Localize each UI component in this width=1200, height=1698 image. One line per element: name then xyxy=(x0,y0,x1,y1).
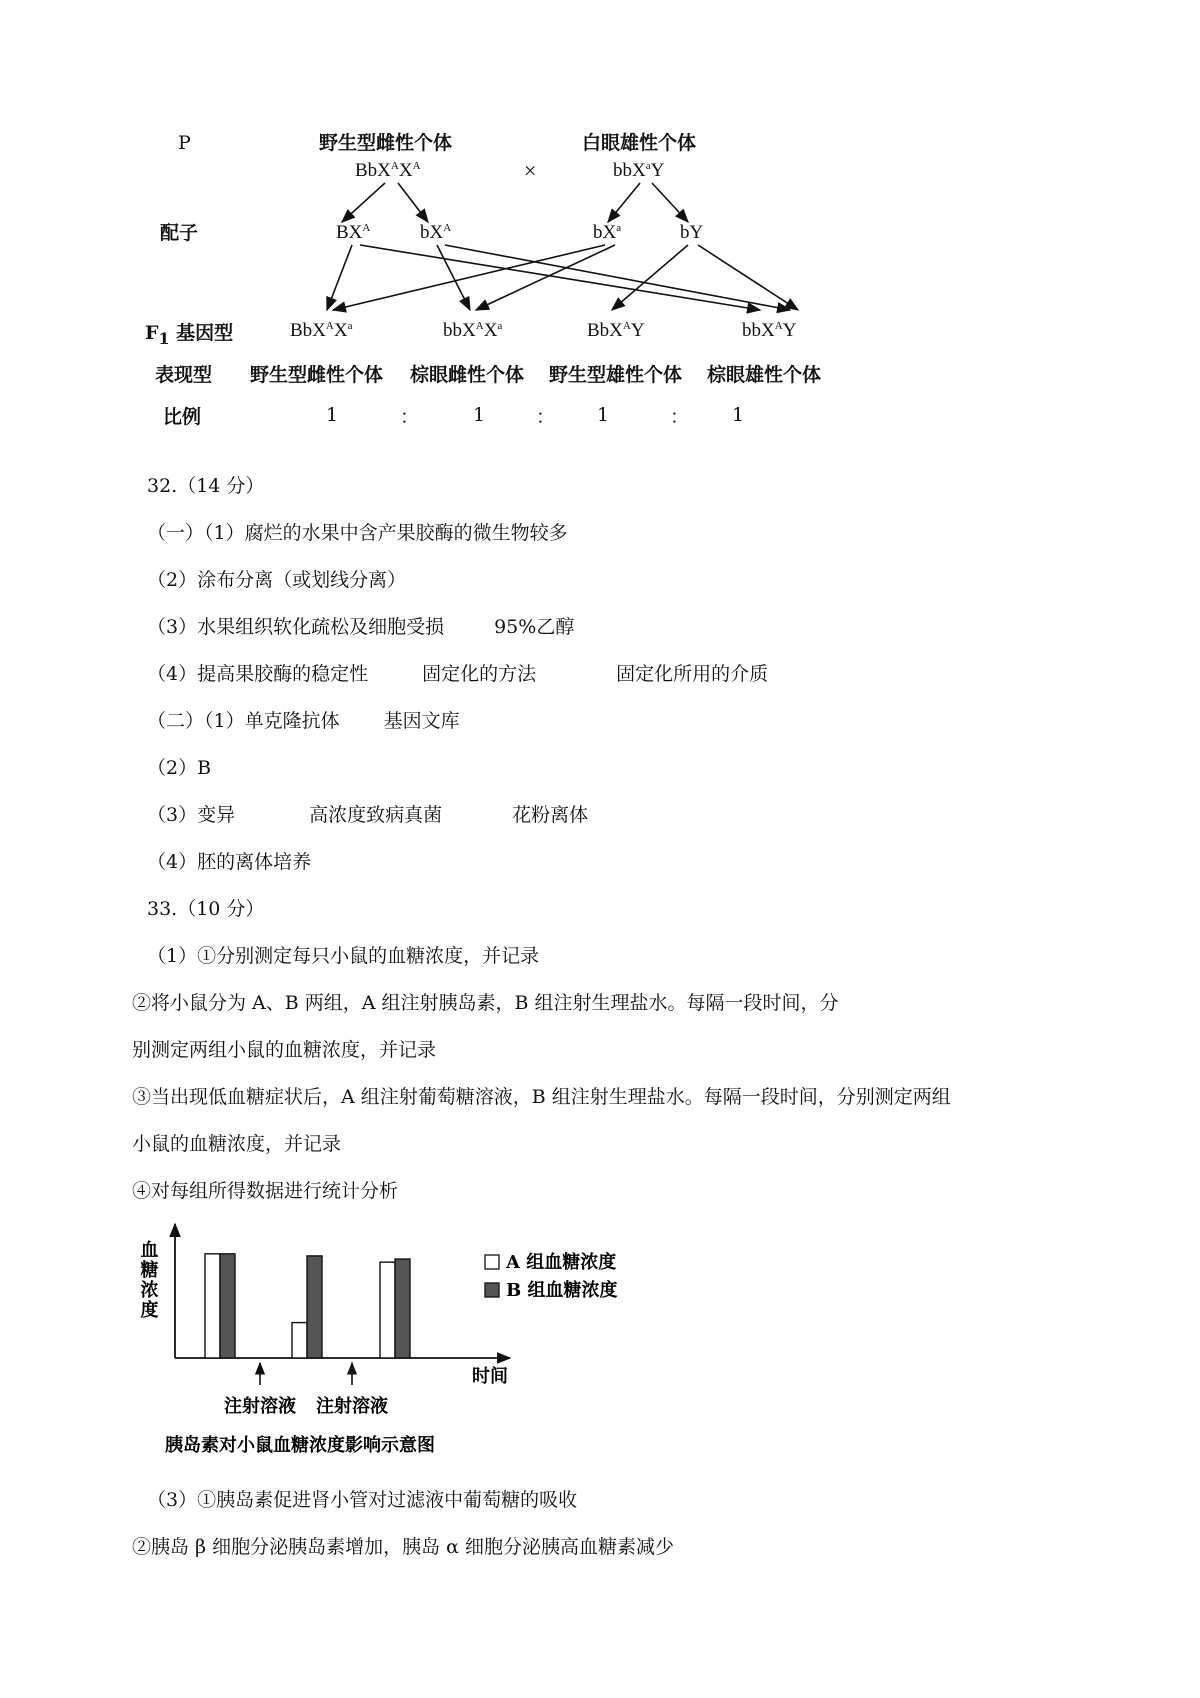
legend-swatch-b xyxy=(485,1283,499,1297)
blood-glucose-chart xyxy=(130,1220,690,1460)
label-gametes: 配子 xyxy=(160,222,199,244)
male-parent-genotype: bbX$^a$Y xyxy=(613,160,665,181)
gamete-1: $BX^A$ xyxy=(336,222,371,243)
gamete-2: $bX^A$ xyxy=(420,222,452,243)
female-parent-title: 野生型雌性个体 xyxy=(319,132,453,154)
q33-line-6: ④对每组所得数据进行统计分析 xyxy=(132,1180,399,1202)
q32-line-5: （二）（1）单克隆抗体 基因文库 xyxy=(147,710,460,732)
ratio-4: 1 xyxy=(732,404,745,426)
ratio-1: 1 xyxy=(326,404,339,426)
q33-answer-line-1: （3）①胰岛素促进肾小管对过滤液中葡萄糖的吸收 xyxy=(147,1489,578,1511)
offspring-genotype-2: $bbX^AX^a$ xyxy=(443,320,503,341)
q32-line-3: （3）水果组织软化疏松及细胞受损 95%乙醇 xyxy=(147,616,575,638)
label-f1-genotype: $F_1$ 基因型 xyxy=(145,322,234,348)
bar-a-2 xyxy=(292,1323,307,1358)
q33-line-5: 小鼠的血糖浓度，并记录 xyxy=(132,1133,342,1155)
q33-line-3: 别测定两组小鼠的血糖浓度，并记录 xyxy=(132,1039,437,1061)
ratio-separator: ： xyxy=(670,406,690,428)
offspring-genotype-1: $BbX^AX^a$ xyxy=(290,320,353,341)
q33-line-1: （1）①分别测定每只小鼠的血糖浓度，并记录 xyxy=(147,945,540,967)
q32-line-8: （4）胚的离体培养 xyxy=(147,851,312,873)
q32-heading: 32.（14 分） xyxy=(147,475,265,497)
bar-b-3 xyxy=(395,1259,410,1358)
ratio-2: 1 xyxy=(473,404,486,426)
legend-swatch-a xyxy=(485,1255,499,1269)
x-axis-label: 时间 xyxy=(472,1366,508,1387)
ratio-3: 1 xyxy=(597,404,610,426)
y-axis-label: 血糖浓度 xyxy=(137,1240,159,1320)
q32-line-6: （2）B xyxy=(147,757,212,779)
offspring-genotype-4: bbX$^A$Y xyxy=(742,320,797,341)
gamete-4: bY xyxy=(680,222,704,243)
phenotype-1: 野生型雌性个体 xyxy=(250,364,384,386)
offspring-genotype-3: BbX$^A$Y xyxy=(587,320,645,341)
legend-label-b: B 组血糖浓度 xyxy=(506,1280,618,1301)
q33-line-2: ②将小鼠分为 A、B 两组，A 组注射胰岛素，B 组注射生理盐水。每隔一段时间，分 xyxy=(132,992,839,1014)
label-ratio: 比例 xyxy=(163,406,202,428)
cross-symbol: × xyxy=(524,158,537,183)
bar-b-1 xyxy=(220,1254,235,1358)
female-parent-genotype: $BbX^AX^A$ xyxy=(355,160,421,181)
q32-line-7: （3）变异 高浓度致病真菌 花粉离体 xyxy=(147,804,589,826)
injection-label: 注射溶液 xyxy=(316,1396,388,1417)
gamete-3: $bX^a$ xyxy=(593,222,622,243)
ratio-separator: ： xyxy=(400,406,420,428)
phenotype-2: 棕眼雌性个体 xyxy=(410,364,525,386)
chart-title: 胰岛素对小鼠血糖浓度影响示意图 xyxy=(165,1435,435,1456)
bar-a-1 xyxy=(205,1254,220,1358)
injection-label: 注射溶液 xyxy=(224,1396,296,1417)
male-parent-title: 白眼雄性个体 xyxy=(582,132,697,154)
phenotype-4: 棕眼雄性个体 xyxy=(707,364,822,386)
label-phenotype: 表现型 xyxy=(155,364,213,386)
q32-line-1: （一）（1）腐烂的水果中含产果胶酶的微生物较多 xyxy=(147,522,568,544)
q33-heading: 33.（10 分） xyxy=(147,898,265,920)
phenotype-3: 野生型雄性个体 xyxy=(549,364,683,386)
legend-label-a: A 组血糖浓度 xyxy=(506,1252,617,1273)
label-p: P xyxy=(178,132,191,154)
bar-b-2 xyxy=(307,1256,322,1358)
q32-line-2: （2）涂布分离（或划线分离） xyxy=(147,569,407,591)
q33-answer-line-2: ②胰岛 β 细胞分泌胰岛素增加，胰岛 α 细胞分泌胰高血糖素减少 xyxy=(132,1536,674,1558)
bar-a-3 xyxy=(380,1262,395,1358)
ratio-separator: ： xyxy=(536,406,556,428)
cross-arrows xyxy=(0,0,1200,330)
q33-line-4: ③当出现低血糖症状后，A 组注射葡萄糖溶液，B 组注射生理盐水。每隔一段时间，分别测定两组 xyxy=(132,1086,951,1108)
q32-line-4: （4）提高果胶酶的稳定性 固定化的方法 固定化所用的介质 xyxy=(147,663,769,685)
